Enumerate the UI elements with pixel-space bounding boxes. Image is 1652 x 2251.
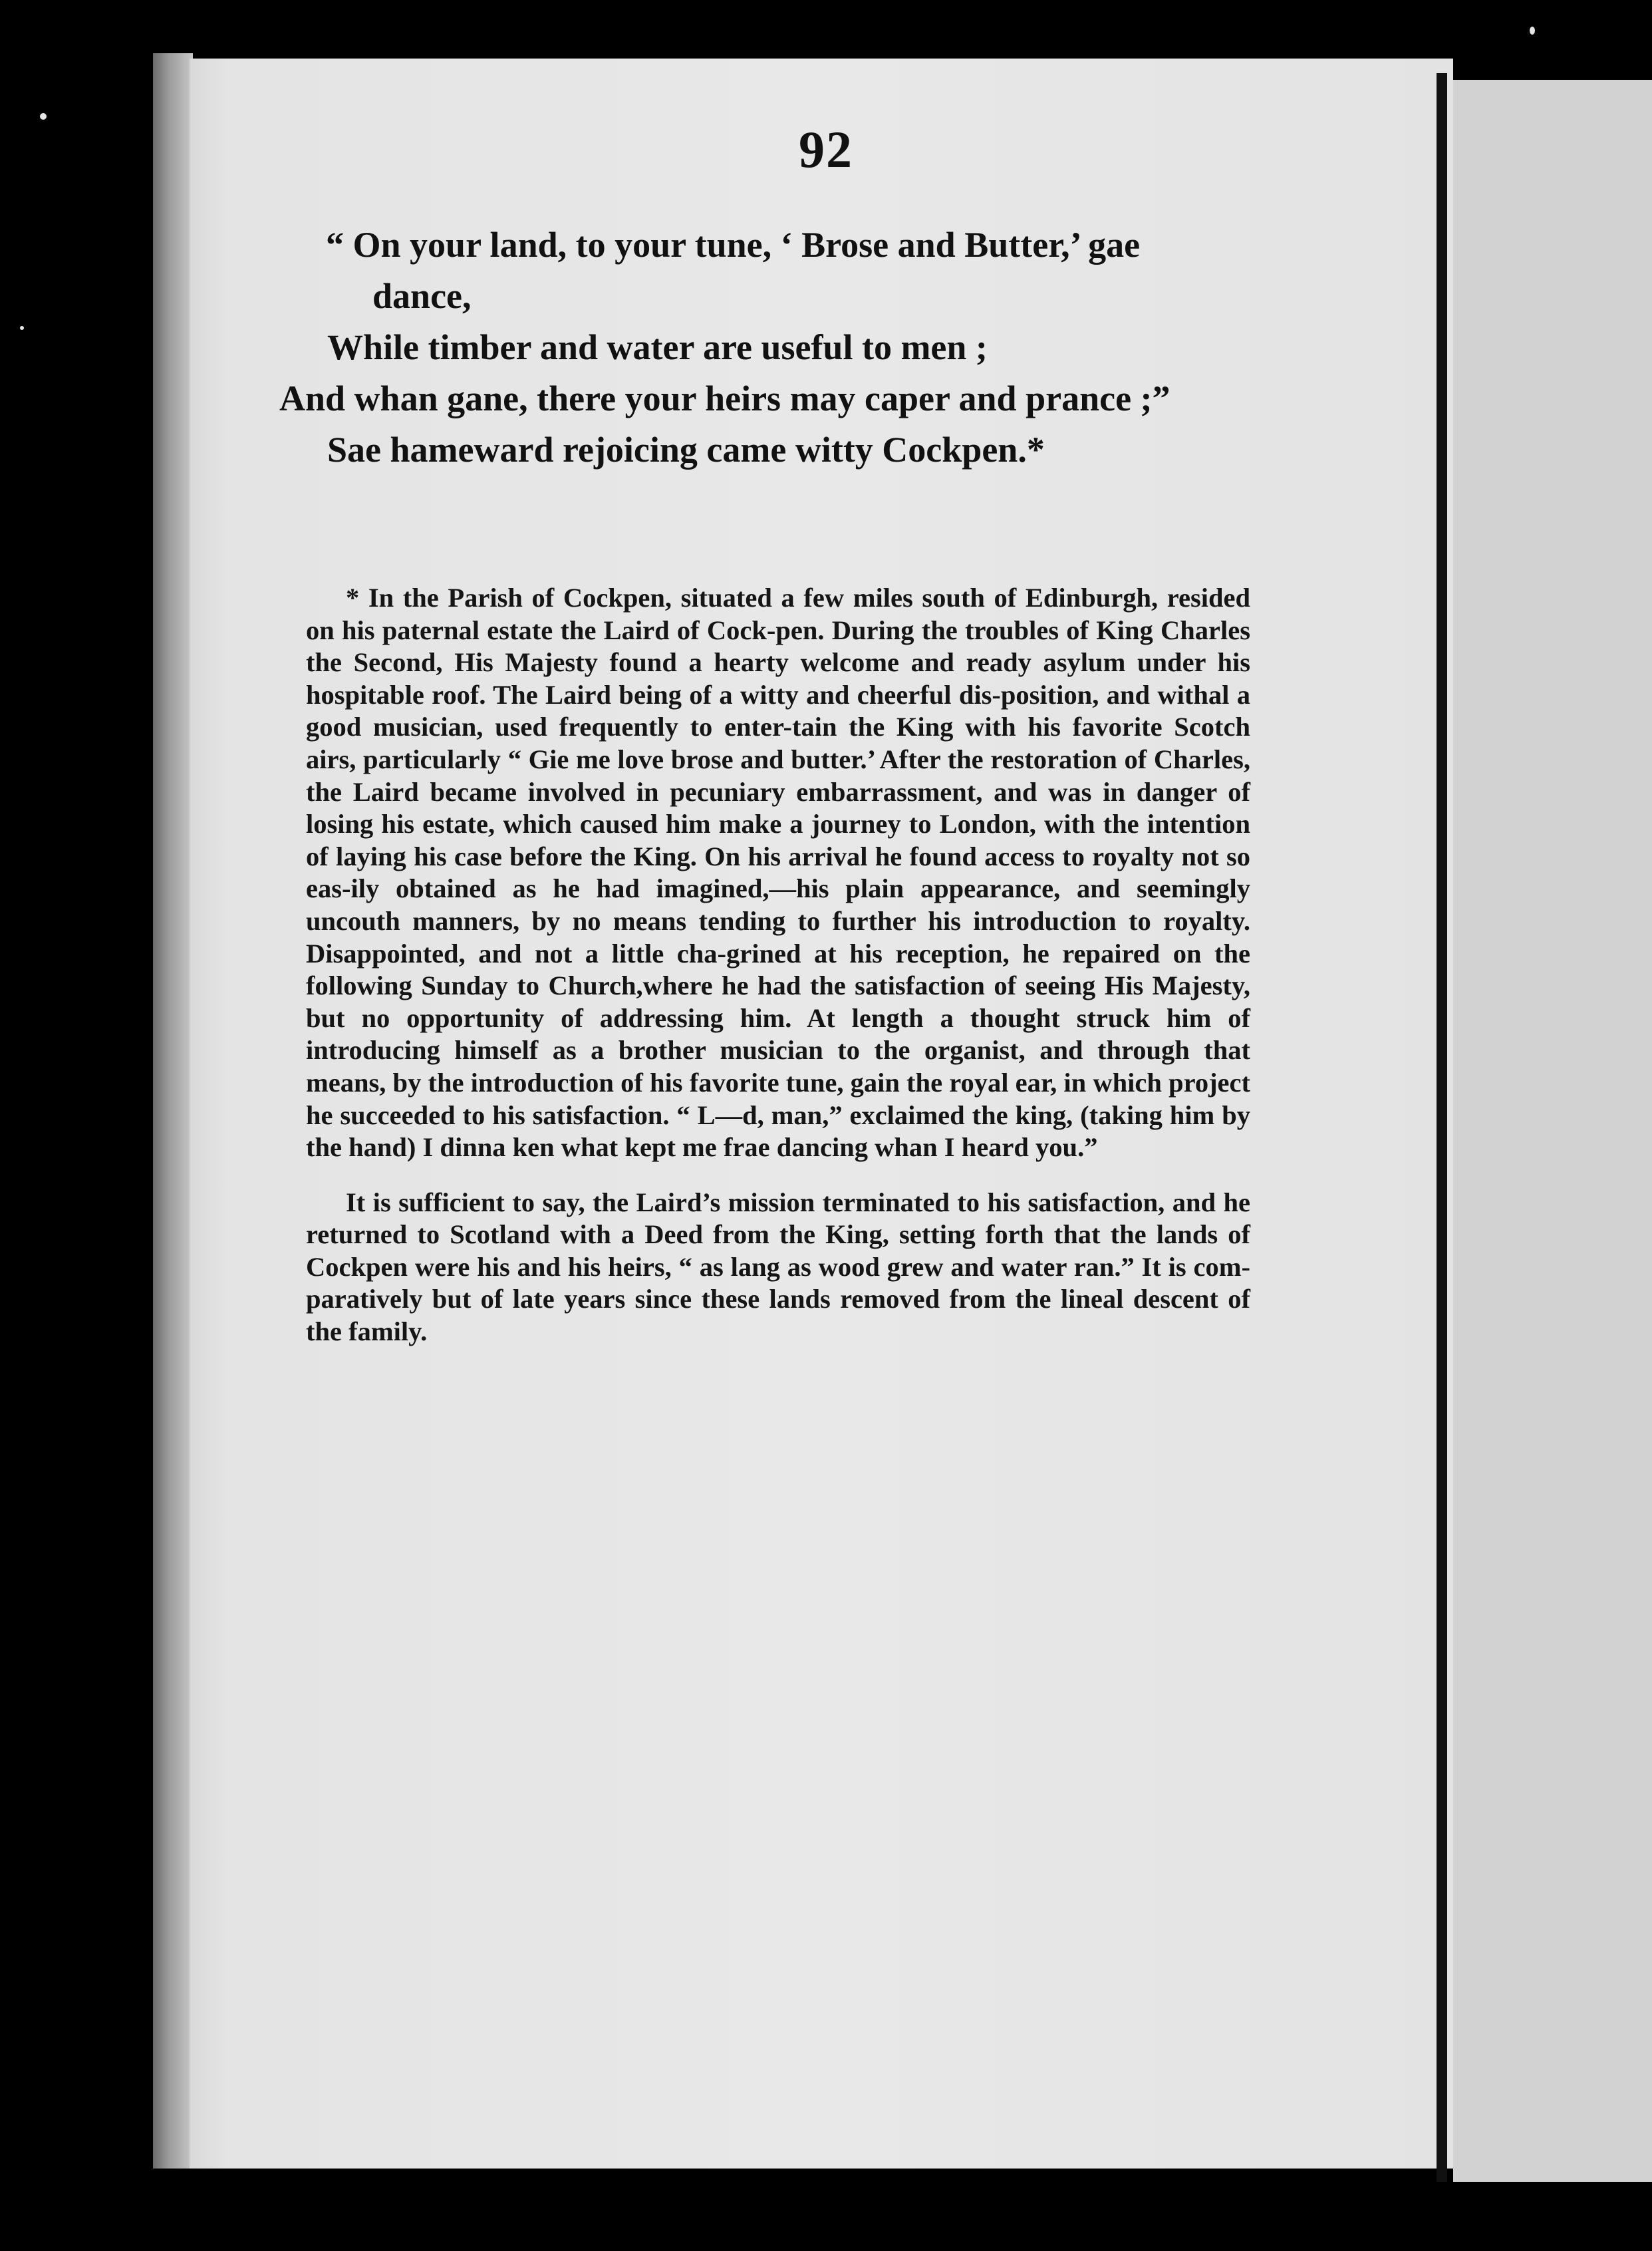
page-gutter xyxy=(1437,73,1447,2182)
page-number: 92 xyxy=(799,120,853,178)
book-binding-edge xyxy=(153,53,193,2169)
footnote xyxy=(306,582,1250,1348)
scan-speck xyxy=(1530,27,1535,35)
scan-speck xyxy=(40,113,47,120)
facing-page-edge xyxy=(1453,80,1652,2182)
verse-line: “ On your land, to your tune, ‘ Brose and Butter,’ gae xyxy=(326,225,1141,265)
verse-line: And whan gane, there your heirs may caper and prance ;” xyxy=(279,378,1170,418)
footnote-paragraph: It is sufficient to say, the Laird’s mission terminated to his satisfaction, and he returned to Scotland with a Deed from the King, setting forth that the lands of Cockpen were his and his heirs, “ as lang as wood grew and water ran.” It is com-paratively but of late years since these lands removed from the lineal descent of the family. xyxy=(306,1187,1250,1347)
footnote-paragraph: * In the Parish of Cockpen, situated a few miles south of Edinburgh, resided on his paternal estate the Laird of Cock-pen. During the troubles of King Charles the Second, His Majesty found a hearty welcome and ready asylum under his hospitable roof. The Laird being of a witty and cheerful dis-position, and withal a good musician, used frequently to enter-tain the King with his favorite Scotch airs, particularly “ Gie me love brose and butter.’ After the restoration of Charles, the Laird became involved in pecuniary embarrassment, and was in danger of losing his estate, which caused him make a journey to London, with the intention of laying his case before the King. On his arrival he found access to royalty not so eas-ily obtained as he had imagined,—his plain appearance, and seemingly uncouth manners, by no means tending to further his introduction to royalty. Disappointed, and not a little cha-grined at his reception, he repaired on the following Sunday to Church,where he had the satisfaction of seeing His Majesty, but no opportunity of addressing him. At length a thought struck him of introducing himself as a brother musician to the organist, and through that means, by the introduction of his favorite tune, gain the royal ear, in which project he succeeded to his satisfaction. “ L—d, man,” exclaimed the king, (taking him by the hand) I dinna ken what kept me frae dancing whan I heard you.” xyxy=(306,583,1250,1163)
verse-line: dance, xyxy=(372,276,472,316)
scan-speck xyxy=(20,326,24,330)
verse-line: While timber and water are useful to men ; xyxy=(327,327,988,367)
verse-line: Sae hameward rejoicing came witty Cockpen.* xyxy=(327,430,1045,470)
verse-stanza xyxy=(279,220,1410,476)
